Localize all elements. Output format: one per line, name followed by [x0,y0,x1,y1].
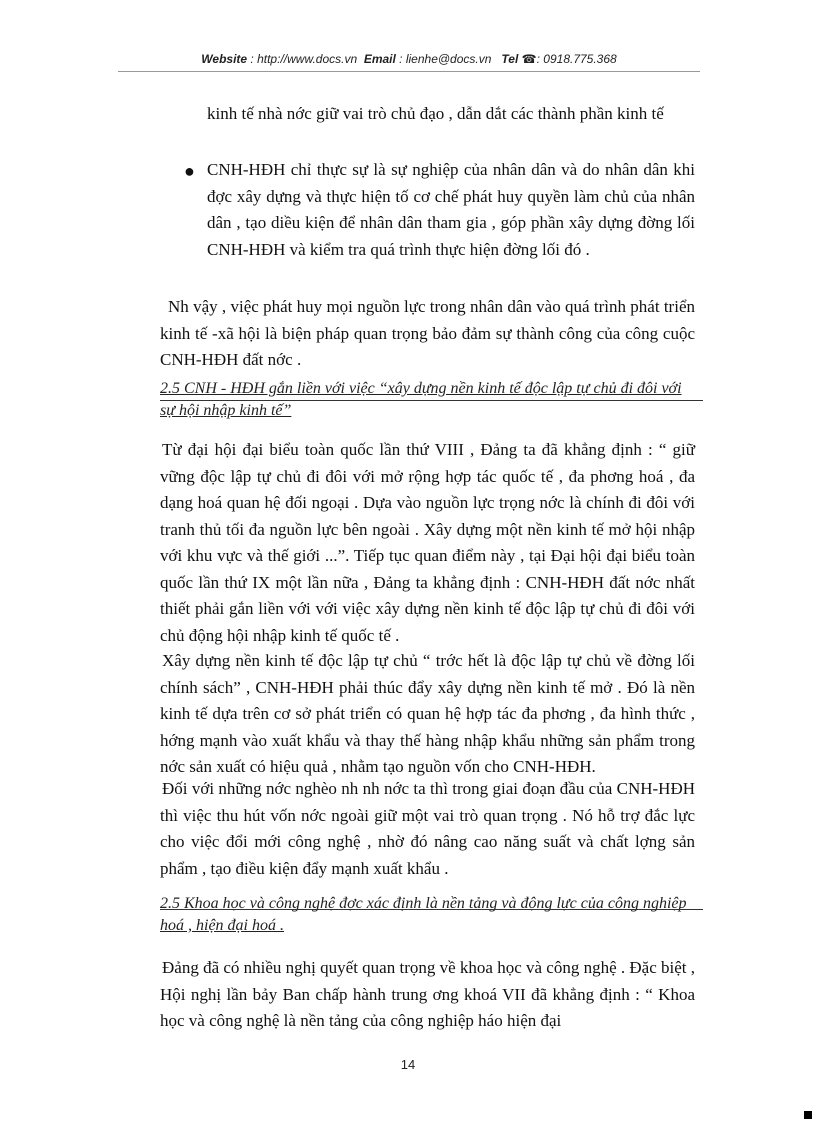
paragraph-4: Đối với những nớc nghèo nh nh nớc ta thì trong giai đoạn đầu của CNH-HĐH thì việc thu hút vốn nớc ngoài giữ một vai trò quan trọng . Nó hỗ trợ đắc lực cho việc đổi mới công nghệ , nhờ đó nâng cao năng suất và chất lợng sản phẩm , tạo điều kiện đẩy mạnh xuất khẩu . [160,779,695,878]
bullet-item: CNH-HĐH chỉ thực sự là sự nghiệp của nhân dân và do nhân dân khi đợc xây dựng và thực hiện tố cơ chế phát huy quyền làm chủ của nhân dân , tạo diều kiện để nhân dân tham gia , góp phần xây dựng đờng lối CNH-HĐH và kiểm tra quá trình thực hiện đờng lối đó . [207,160,695,259]
paragraph-1: Nh vậy , việc phát huy mọi nguồn lực trong nhân dân vào quá trình phát triển kinh tế -xã hội là biện pháp quan trọng bảo đảm sự thành công của công cuộc CNH-HĐH đất nớc . [160,297,695,369]
section-heading-2-5-science: 2.5 Khoa học và công nghệ đợc xác định là nền tảng và động lực của công nghiệp hoá , hiện đại hoá . [160,895,687,934]
email-label: Email [363,52,396,66]
bullet-continuation: kinh tế nhà nớc giữ vai trò chủ đạo , dẫn dắt các thành phần kinh tế [207,104,664,123]
tel-value: : 0918.775.368 [536,52,617,66]
page-number: 14 [400,1057,416,1072]
website-value: : http://www.docs.vn [250,52,358,66]
paragraph-3: Xây dựng nền kinh tế độc lập tự chủ “ trớc hết là độc lập tự chủ về đờng lối chính sách” , CNH-HĐH phải thúc đẩy xây dựng nền kinh tế mở . Đó là nền kinh tế dựa trên cơ sở phát triển có quan hệ hợp tác đa phơng , đa hình thức , hớng mạnh vào xuất khẩu và thay thế hàng nhập khẩu những sản phẩm trong nớc sản xuất có hiệu quả , nhằm tạo nguồn vốn cho CNH-HĐH. [160,651,695,776]
heading-underline [160,400,703,401]
tel-label: Tel [501,52,519,66]
corner-mark [804,1111,812,1119]
paragraph-2: Từ đại hội đại biểu toàn quốc lần thứ VIII , Đảng ta đã khẳng định : “ giữ vững độc lập tự chủ đi đôi với mở rộng hợp tác quốc tế , đa phơng hoá , đa dạng hoá quan hệ đối ngoại . Dựa vào nguồn lực trọng nớc là chính đi đôi với tranh thủ tối đa nguồn lực bên ngoài . Xây dựng một nền kinh tế mở hội nhập với khu vực và thế giới ...”. Tiếp tục quan điểm này , tại Đại hội đại biểu toàn quốc lần thứ IX một lần nữa , Đảng ta khẳng định : CNH-HĐH đất nớc nhất thiết phải gắn liền với với việc xây dựng nền kinh tế độc lập tự chủ đi đôi với chủ động hội nhập kinh tế quốc tế . [160,440,695,645]
phone-icon: ☎ [521,52,537,66]
page-header [118,52,700,66]
header-divider [118,71,700,72]
paragraph-5: Đảng đã có nhiều nghị quyết quan trọng về khoa học và công nghệ . Đặc biệt , Hội nghị lần bảy Ban chấp hành trung ơng khoá VII đã khẳng định : “ Khoa học và công nghệ là nền tảng của công nghiệp háo hiện đại [160,958,695,1030]
bullet-dot-icon: ● [184,161,195,181]
heading-underline [160,909,703,910]
email-value: : lienhe@docs.vn [399,52,492,66]
section-heading-2-5-integration: 2.5 CNH - HĐH gắn liền với việc “xây dựng nền kinh tế độc lập tự chủ đi đôi với sự hội nhập kinh tế” [160,380,682,419]
website-label: Website [201,52,248,66]
